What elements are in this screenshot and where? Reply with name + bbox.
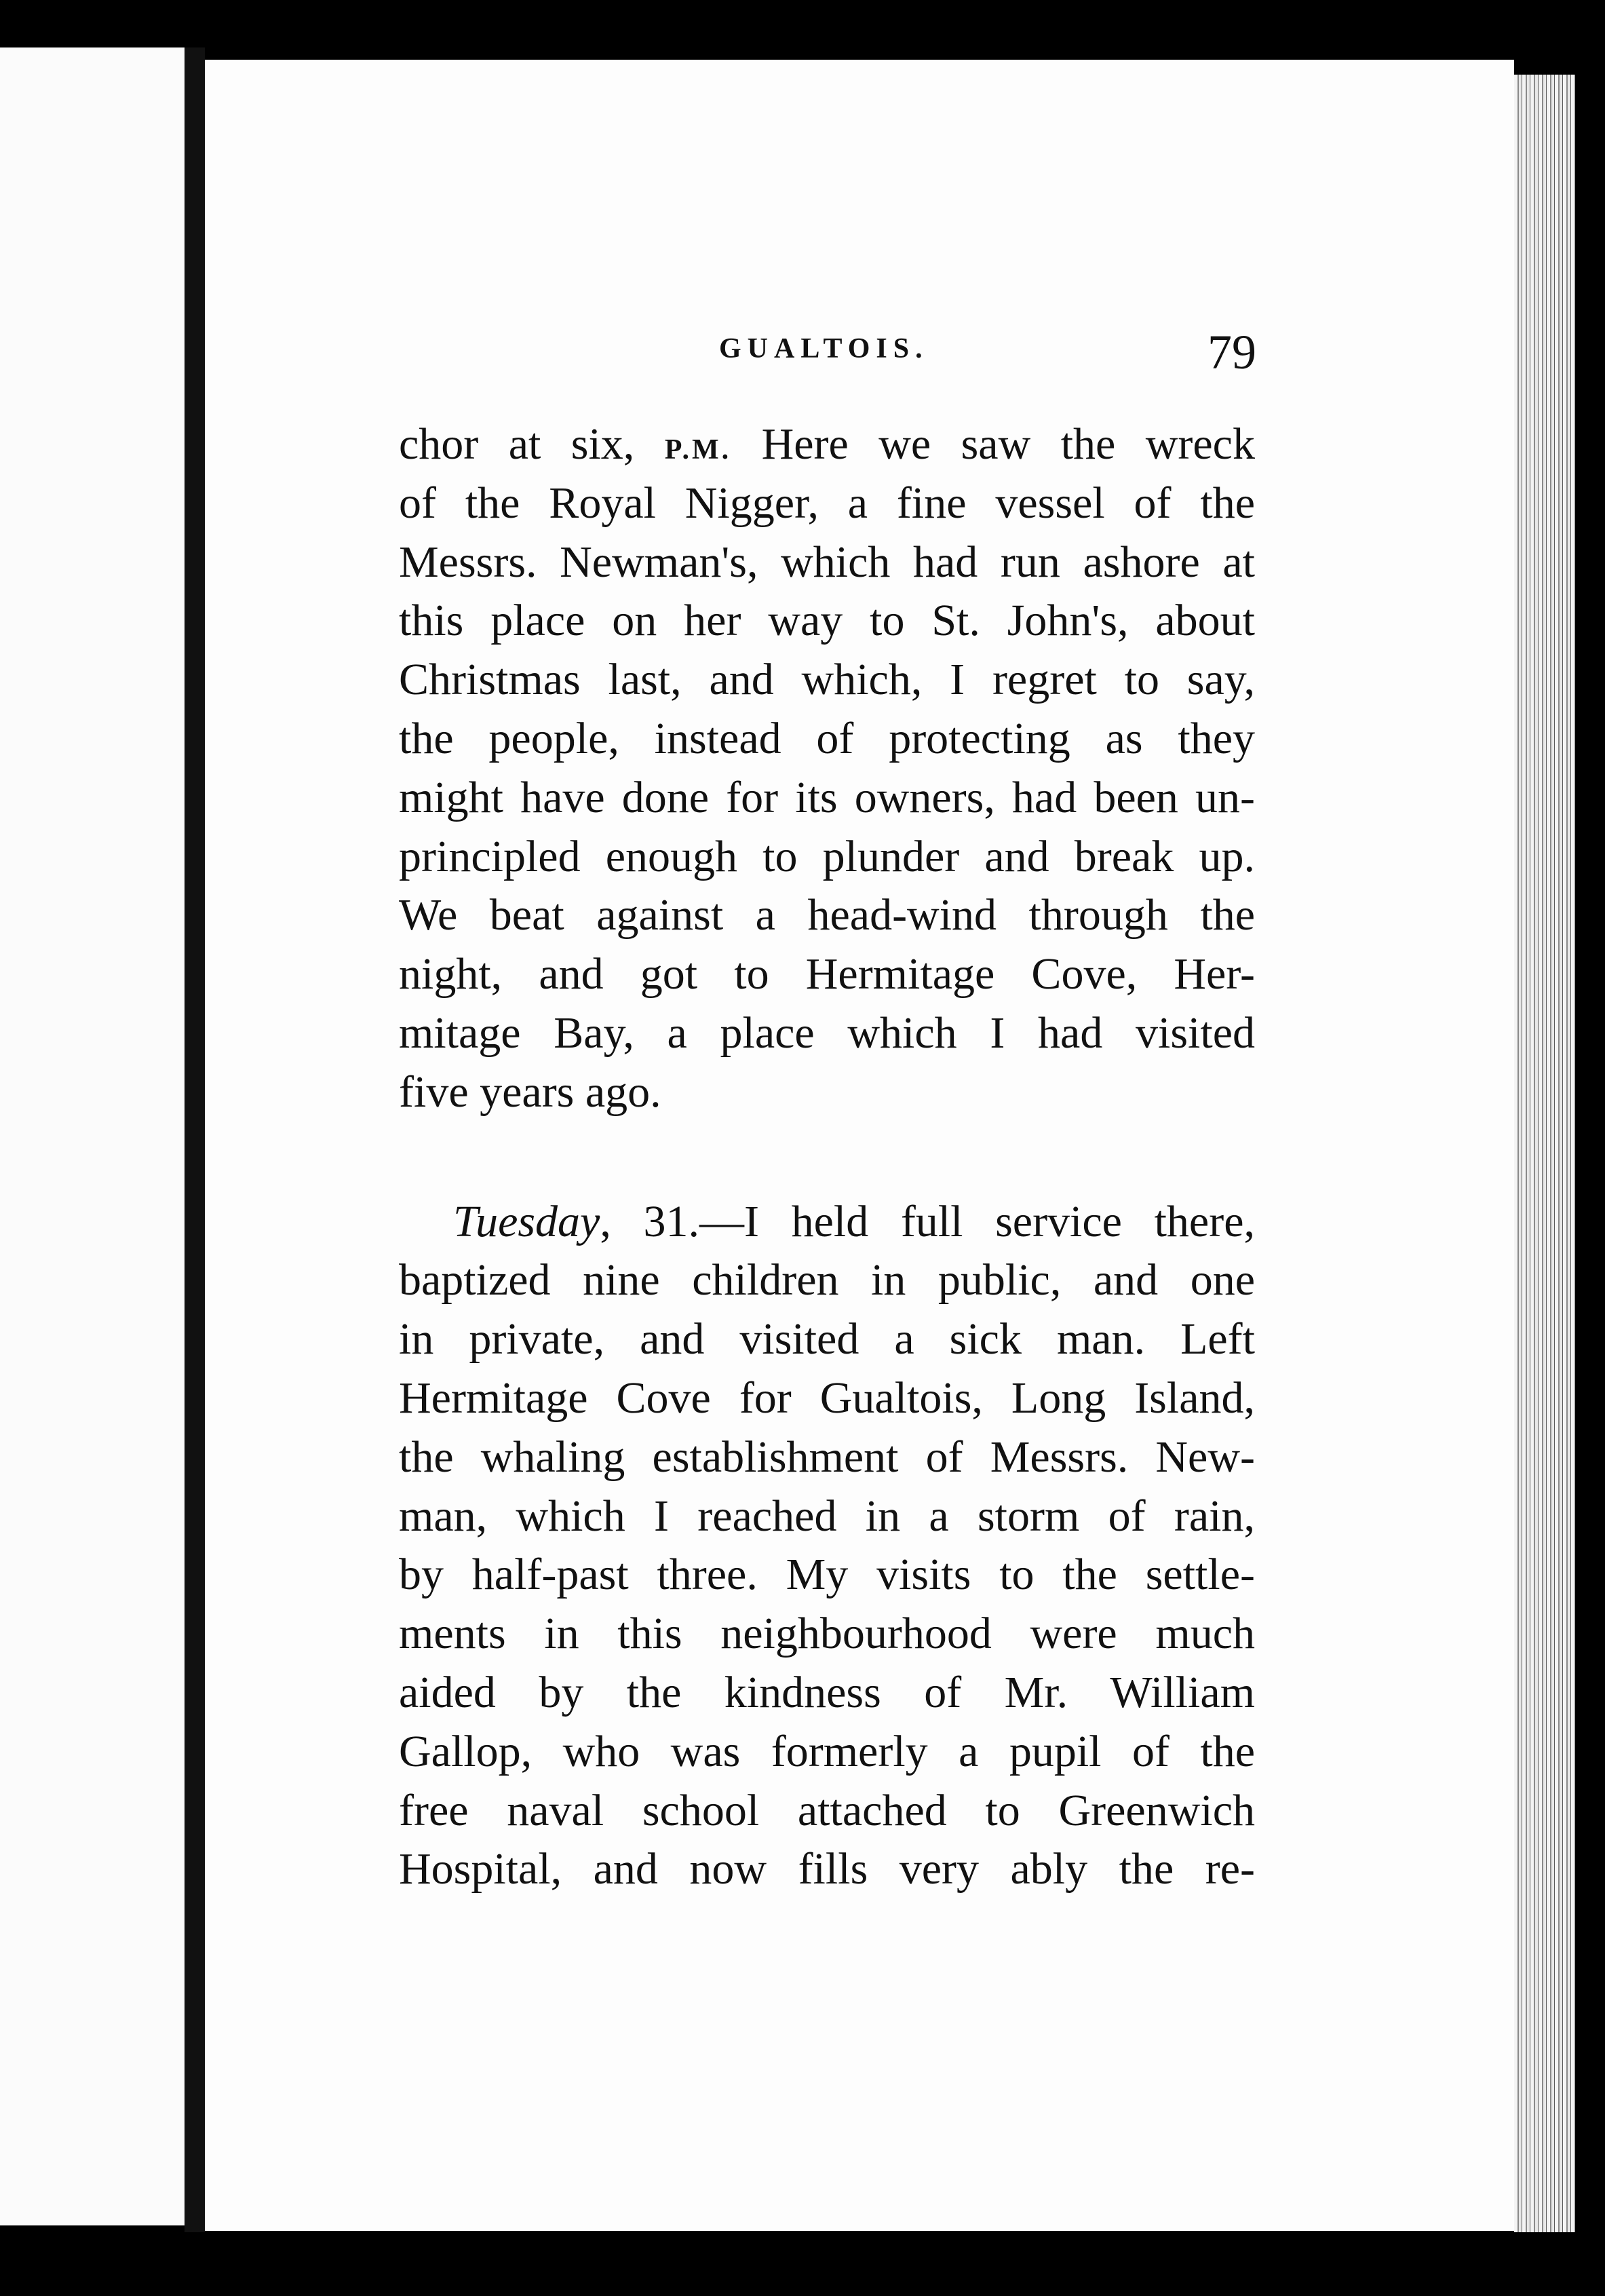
scan-border-bottom — [0, 2232, 1605, 2296]
text-line: ments in this neighbourhood were much — [399, 1609, 1255, 1659]
text-line: this place on her way to St. John's, about — [399, 596, 1255, 646]
facing-page-edge — [0, 47, 187, 2225]
text-line: Hermitage Cove for Gualtois, Long Island, — [399, 1373, 1255, 1423]
text-line: the people, instead of protecting as they — [399, 713, 1255, 763]
text-line: Tuesday, 31.—I held full service there, — [453, 1196, 1255, 1246]
page-stack-edges — [1514, 75, 1575, 2253]
text-line: by half-past three. My visits to the settle- — [399, 1550, 1255, 1600]
book-gutter — [185, 47, 205, 2232]
text-line: man, which I reached in a storm of rain, — [399, 1491, 1255, 1541]
running-title: GUALTOIS. — [719, 333, 929, 364]
text-line: of the Royal Nigger, a fine vessel of the — [399, 478, 1255, 528]
body-text — [399, 415, 1255, 1899]
text-line: in private, and visited a sick man. Left — [399, 1314, 1255, 1364]
text-line: Hospital, and now fills very ably the re- — [399, 1844, 1255, 1894]
text-line: Gallop, who was formerly a pupil of the — [399, 1726, 1255, 1776]
text-line: aided by the kindness of Mr. William — [399, 1667, 1255, 1717]
text-line: five years ago. — [399, 1067, 661, 1117]
text-line: Messrs. Newman's, which had run ashore at — [399, 537, 1255, 587]
text-line: might have done for its owners, had been un- — [399, 772, 1255, 822]
text-line: night, and got to Hermitage Cove, Her- — [399, 949, 1255, 999]
text-line: the whaling establishment of Messrs. New- — [399, 1432, 1255, 1482]
text-line: chor at six, P.M. Here we saw the wreck — [399, 419, 1255, 469]
text-line: mitage Bay, a place which I had visited — [399, 1008, 1255, 1058]
text-line: free naval school attached to Greenwich — [399, 1785, 1255, 1835]
date-day: Tuesday — [453, 1196, 600, 1246]
text-line: baptized nine children in public, and one — [399, 1255, 1255, 1305]
time-abbreviation: P.M. — [664, 434, 732, 465]
scan-border-right — [1575, 75, 1605, 2296]
paragraph-gap — [399, 1122, 1255, 1193]
text-line: Christmas last, and which, I regret to say, — [399, 655, 1255, 705]
text-line: We beat against a head-wind through the — [399, 890, 1255, 940]
page-number: 79 — [1207, 325, 1256, 379]
text-line: principled enough to plunder and break up. — [399, 831, 1255, 881]
